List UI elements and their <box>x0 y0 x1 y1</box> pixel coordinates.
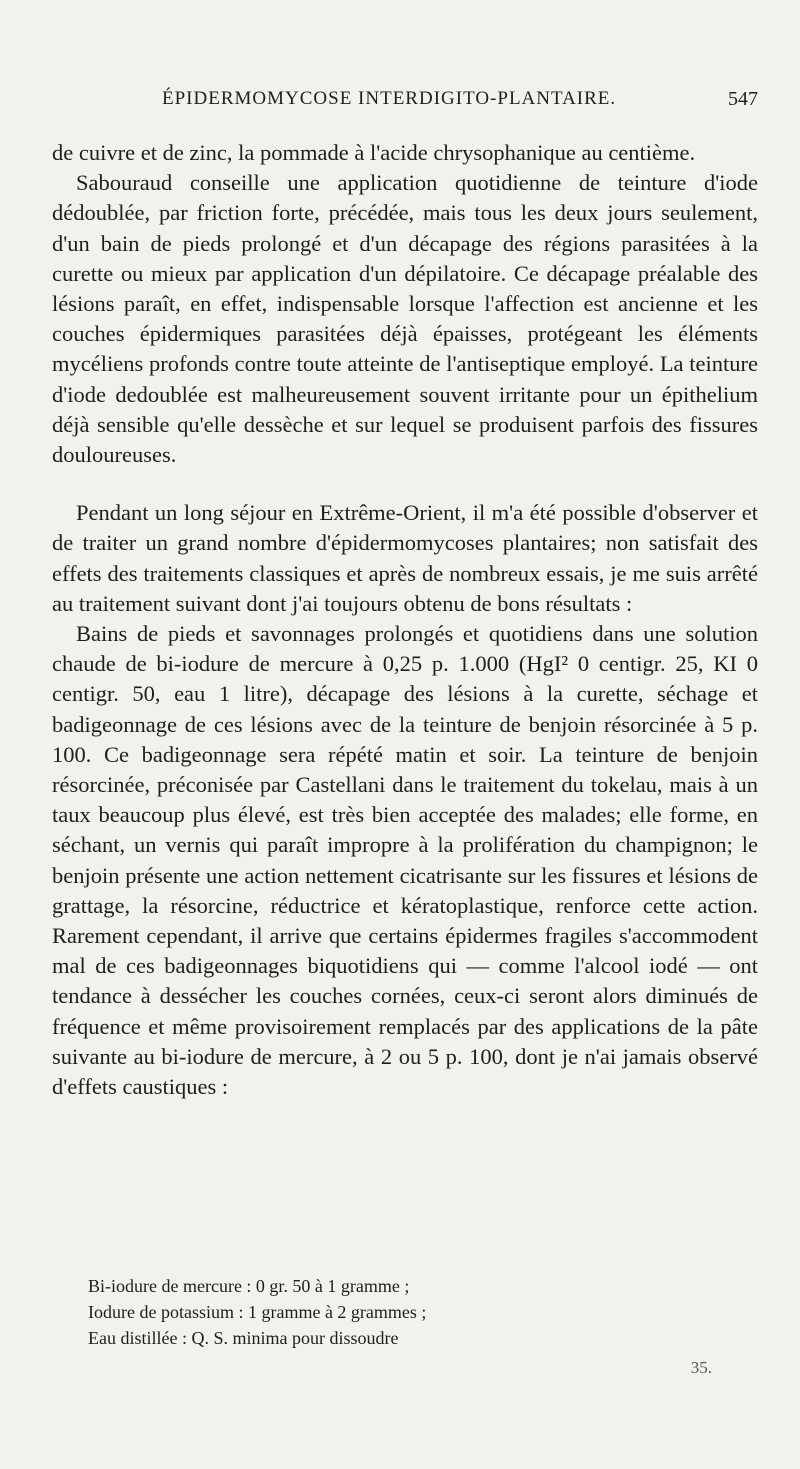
page-number: 547 <box>728 88 758 110</box>
body-text <box>52 138 758 1102</box>
running-title: ÉPIDERMOMYCOSE INTERDIGITO-PLANTAIRE. <box>162 88 617 109</box>
paragraph: Sabouraud conseille une application quotidienne de teinture d'iode dédoublée, par friction forte, précédée, mais tous les deux jours seulement, d'un bain de pieds prolongé et d'un décapage des régions parasitées à la curette ou mieux par application d'un dépilatoire. Ce décapage préalable des lésions paraît, en effet, indispensable lorsque l'affection est ancienne et les couches épidermiques parasitées déjà épaisses, protégeant les éléments mycéliens profonds contre toute atteinte de l'antiseptique employé. La teinture d'iode dedoublée est malheureusement souvent irritante pour un épithelium déjà sensible qu'elle dessèche et sur lequel se produisent parfois des fissures douloureuses. <box>52 170 758 468</box>
paragraph: de cuivre et de zinc, la pommade à l'acide chrysophanique au centième. <box>52 140 696 165</box>
paragraph: Pendant un long séjour en Extrême-Orient, il m'a été possible d'observer et de traiter un grand nombre d'épidermomycoses plantaires; non satisfait des effets des traitements classiques et après de nombreux essais, je me suis arrêté au traitement suivant dont j'ai toujours obtenu de bons résultats : <box>52 500 758 616</box>
formula-block <box>88 1273 728 1351</box>
formula-line: Eau distillée : Q. S. minima pour dissoudre <box>88 1328 399 1348</box>
formula-line: Iodure de potassium : 1 gramme à 2 grammes ; <box>88 1302 427 1322</box>
signature-mark: 35. <box>690 1358 712 1377</box>
paragraph: Bains de pieds et savonnages prolongés et quotidiens dans une solution chaude de bi-iodure de mercure à 0,25 p. 1.000 (HgI² 0 centigr. 25, KI 0 centigr. 50, eau 1 litre), décapage des lésions à la curette, séchage et badigeonnage de ces lésions avec de la teinture de benjoin résorcinée à 5 p. 100. Ce badigeonnage sera répété matin et soir. La teinture de benjoin résorcinée, préconisée par Castellani dans le traitement du tokelau, mais à un taux beaucoup plus élevé, est très bien acceptée des malades; elle forme, en séchant, un vernis qui paraît impropre à la prolifération du champignon; le benjoin présente une action nettement cicatrisante sur les fissures et lésions de grattage, la résorcine, réductrice et kératoplastique, renforce cette action. Rarement cependant, il arrive que certains épidermes fragiles s'accommodent mal de ces badigeonnages biquotidiens qui — comme l'alcool iodé — ont tendance à dessécher les couches cornées, ceux-ci seront alors diminués de fréquence et même provisoirement remplacés par des applications de la pâte suivante au bi-iodure de mercure, à 2 ou 5 p. 100, dont je n'ai jamais observé d'effets caustiques : <box>52 621 758 1100</box>
running-header <box>52 88 758 118</box>
formula-line: Bi-iodure de mercure : 0 gr. 50 à 1 gramme ; <box>88 1276 410 1296</box>
